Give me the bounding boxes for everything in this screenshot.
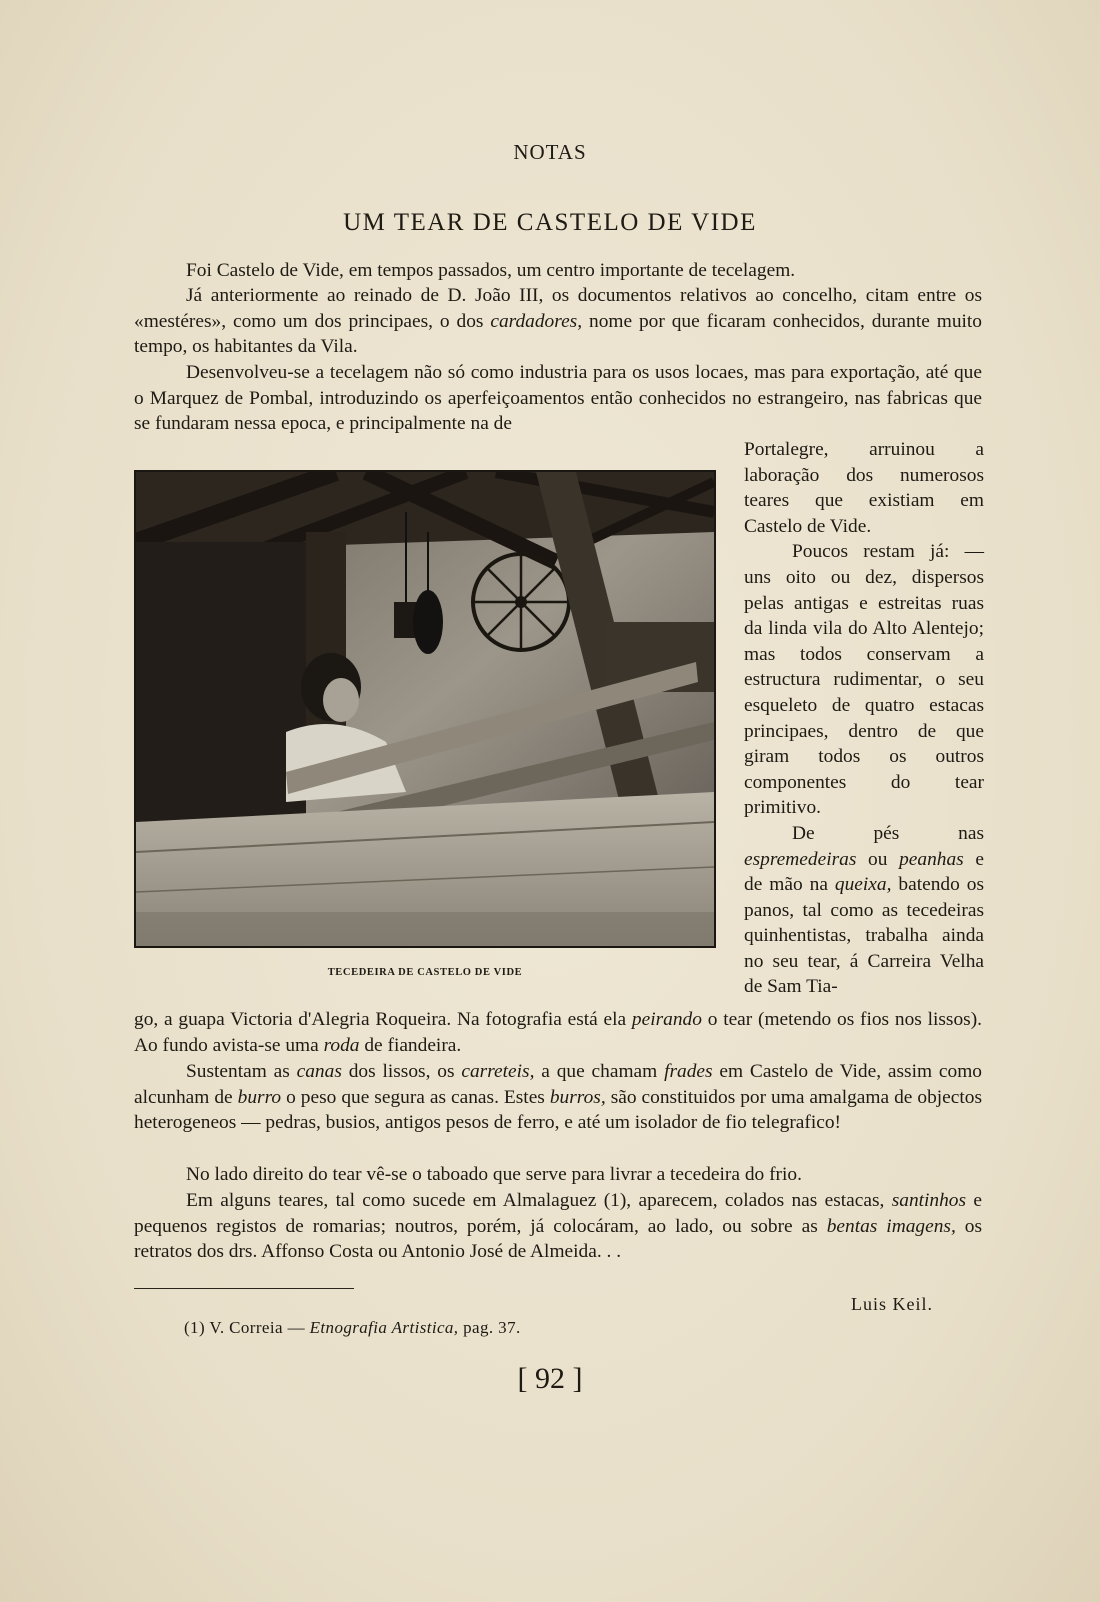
footnote — [184, 1318, 521, 1338]
paragraph-5-italic-4: burro — [237, 1086, 282, 1108]
paragraph-5-text-d: em Castelo de Vide, assim como alcunham de — [134, 1061, 982, 1108]
paragraph-7 — [134, 1188, 982, 1265]
paragraph-7-text-b: e pequenos registos de romarias; noutros, porém, já colocáram, ao lado, ou sobre as — [134, 1190, 982, 1237]
paragraph-6 — [134, 1162, 982, 1188]
column-3-italic-1: espremedeiras — [744, 848, 857, 870]
paragraph-7-text-c: os retratos dos drs. Affonso Costa ou Antonio José de Almeida. . . — [134, 1215, 983, 1263]
paragraph-3 — [134, 360, 982, 437]
column-3-text-b: ou — [856, 848, 900, 870]
paragraph-4 — [134, 1007, 982, 1058]
paragraph-2-italic: cardadores, — [490, 310, 583, 332]
footnote-italic: Etnografia Artistica, — [309, 1318, 459, 1337]
paragraph-5-italic-1: canas — [296, 1061, 342, 1082]
running-head: NOTAS — [513, 140, 587, 164]
column-3-text-c: e de mão na — [744, 848, 984, 896]
paragraph-5-text-b: dos lissos, os — [341, 1061, 462, 1082]
column-3-italic-3: queixa, — [834, 874, 892, 896]
footnote-rule — [134, 1288, 354, 1289]
footnote-text-b: pag. 37. — [458, 1318, 521, 1337]
loom-photograph — [134, 470, 716, 948]
paragraph-7-text-a: Em alguns teares, tal como sucede em Almalaguez (1), aparecem, colados nas estacas, — [186, 1190, 892, 1211]
paragraph-2 — [134, 283, 982, 360]
paragraph-4-italic-2: roda — [323, 1034, 360, 1056]
paragraph-6-text: No lado direito do tear vê-se o taboado que serve para livrar a tecedeira do frio. — [186, 1164, 802, 1185]
footnote-text-a: (1) V. Correia — — [184, 1318, 310, 1337]
column-paragraph-3 — [744, 821, 984, 1000]
article-title: UM TEAR DE CASTELO DE VIDE — [343, 209, 757, 236]
paragraph-4-text-a: go, a guapa Victoria d'Alegria Roqueira. Na fotografia está ela — [134, 1009, 632, 1030]
paragraph-5-italic-3: frades — [664, 1061, 713, 1082]
paragraph-1 — [134, 258, 982, 284]
paragraph-5-text-c: a que chamam — [534, 1061, 665, 1082]
page-number: [ 92 ] — [517, 1362, 583, 1395]
paragraph-1-text: Foi Castelo de Vide, em tempos passados, um centro importante de tecelagem. — [186, 260, 796, 281]
column-3-text-d: batendo os panos, tal como as tecedeiras quinhentistas, trabalha ainda no seu tear, á Carreira Velha de Sam Tia- — [744, 874, 984, 998]
paragraph-5-italic-5: burros, — [549, 1086, 606, 1108]
right-column — [744, 437, 984, 1000]
paragraph-3-text: Desenvolveu-se a tecelagem não só como industria para os usos locaes, mas para exportação, até que o Marquez de Pombal, introduzindo os aperfeiçoamentos então conhecidos no estrangeiro, nas fabricas que se fundaram nessa epoca, e principalmente na de — [134, 362, 982, 435]
paragraph-4-italic-1: peirando — [631, 1009, 702, 1030]
paragraph-5-italic-2: carreteis, — [461, 1061, 535, 1082]
paragraph-4-text-b: o tear (metendo os fios nos lissos). Ao fundo avista-se uma — [134, 1009, 982, 1056]
column-paragraph-2-text: Poucos restam já: — uns oito ou dez, dispersos pelas antigas e estreitas ruas da linda vila do Alto Alentejo; mas todos conservam a estructura rudimentar, o seu esqueleto de quatro estacas principaes, dentro de que giram todos os outros componentes do tear primitivo. — [744, 541, 984, 819]
paragraph-5-text-a: Sustentam as — [186, 1061, 297, 1082]
paragraph-2-text-a: Já anteriormente ao reinado de D. João III, os documentos relativos ao concelho, citam entre os «mestéres», como um dos principaes, o dos — [134, 285, 982, 332]
paragraph-4-text-c: de fiandeira. — [359, 1034, 462, 1056]
column-paragraph-2 — [744, 539, 984, 821]
paragraph-7-italic-1: santinhos — [891, 1190, 967, 1211]
paragraph-2-text-b: nome por que ficaram conhecidos, durante muito tempo, os habitantes da Vila. — [134, 310, 982, 358]
column-paragraph-1-text: Portalegre, arruinou a laboração dos numerosos teares que existiam em Castelo de Vide. — [744, 439, 984, 537]
column-paragraph-1 — [744, 437, 984, 539]
photo-caption: TECEDEIRA DE CASTELO DE VIDE — [327, 967, 523, 978]
weaver-at-loom-image — [136, 472, 714, 946]
column-3-text-a: De pés nas — [792, 822, 984, 844]
author-signature: Luis Keil. — [851, 1294, 933, 1314]
paragraph-5 — [134, 1059, 982, 1136]
paragraph-7-italic-2: bentas imagens, — [826, 1215, 956, 1237]
paragraph-5-text-e: o peso que segura as canas. Estes — [281, 1086, 550, 1108]
paragraph-5-text-f: são constituidos por uma amalgama de objectos heterogeneos — pedras, busios, antigos pesos de ferro, e até um isolador de fio telegrafico! — [134, 1086, 982, 1134]
column-3-italic-2: peanhas — [899, 848, 964, 870]
